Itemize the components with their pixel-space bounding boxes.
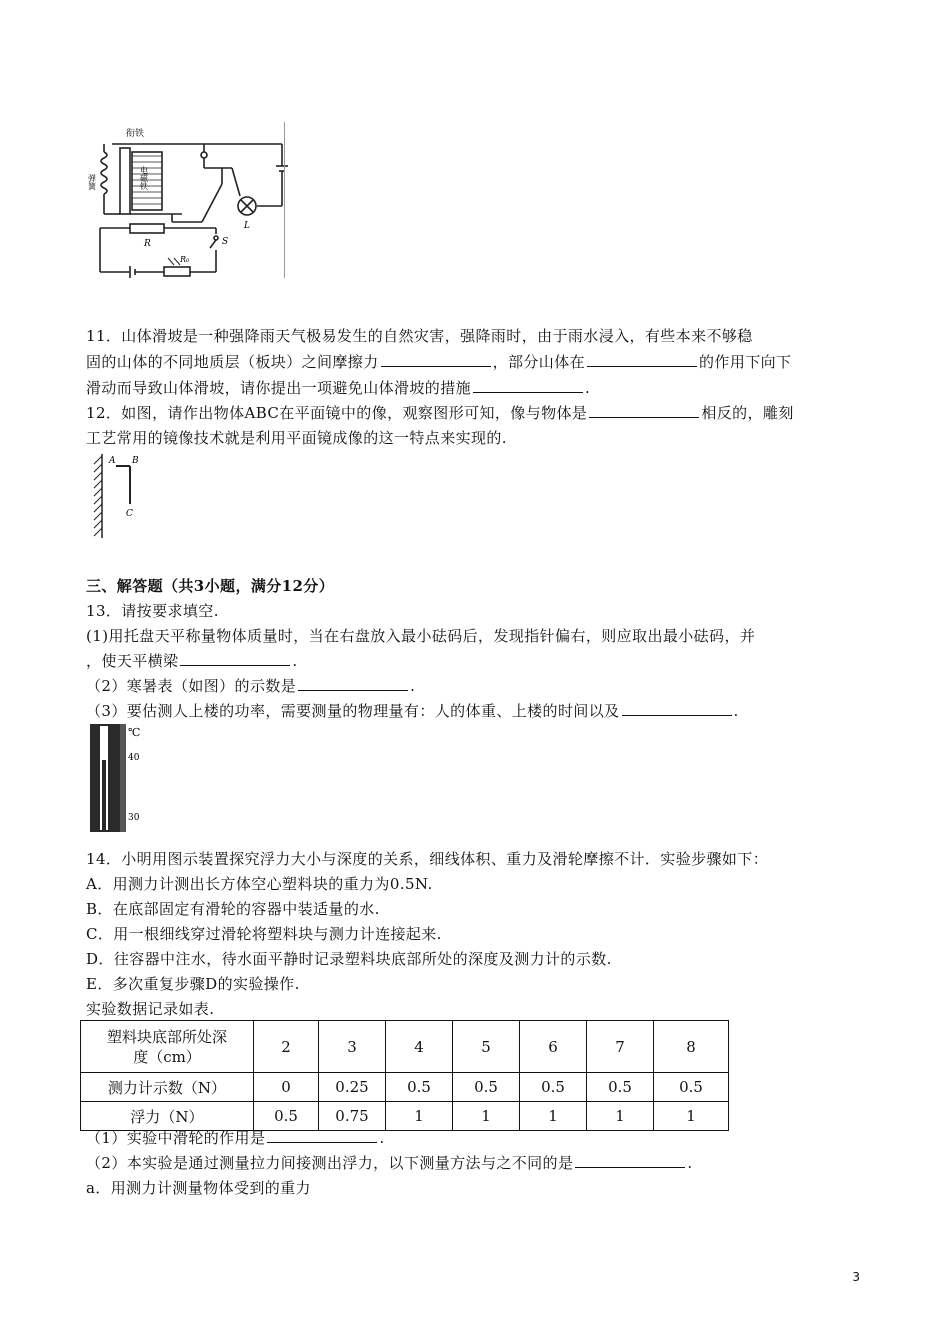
label-a: A — [109, 456, 116, 466]
q13-p1-line1: (1)用托盘天平称量物体质量时，当在右盘放入最小砝码后，发现指针偏右，则应取出最小砝码，并 — [86, 627, 756, 645]
blank-power-quantity[interactable] — [622, 701, 732, 716]
table-cell: 0.25 — [319, 1073, 386, 1102]
q13-p2: （2）寒暑表（如图）的示数是 . — [86, 677, 416, 695]
figure-border-line — [284, 122, 285, 278]
table-cell: 0.5 — [654, 1073, 729, 1102]
q14-step-c: C．用一根细线穿过滑轮将塑料块与测力计连接起来. — [86, 925, 442, 943]
data-table — [80, 1020, 729, 1131]
q11-line3: 滑动而导致山体滑坡，请你提出一项避免山体滑坡的措施 . — [86, 379, 591, 397]
table-cell: 5 — [453, 1021, 520, 1073]
label-c: C — [126, 509, 133, 519]
table-cell: 0.75 — [319, 1102, 386, 1131]
q12-line1: 12．如图，请作出物体ABC在平面镜中的像，观察图形可知，像与物体是 相反的，雕刻 — [86, 404, 794, 422]
q14-sub1: （1）实验中滑轮的作用是 . — [86, 1129, 385, 1147]
table-cell: 1 — [520, 1102, 587, 1131]
label-armature: 衔铁 — [126, 129, 145, 139]
table-cell: 0.5 — [386, 1073, 453, 1102]
table-cell: 0.5 — [254, 1102, 319, 1131]
table-header-buoyancy: 浮力（N） — [81, 1102, 254, 1131]
table-cell: 1 — [386, 1102, 453, 1131]
table-header-reading: 测力计示数（N） — [81, 1073, 254, 1102]
q14-step-e: E．多次重复步骤D的实验操作. — [86, 975, 300, 993]
table-cell: 3 — [319, 1021, 386, 1073]
q11-line2: 固的山体的不同地质层（板块）之间摩擦力 ，部分山体在 的作用下向下 — [86, 353, 792, 371]
q13-p3: （3）要估测人上楼的功率，需要测量的物理量有：人的体重、上楼的时间以及 . — [86, 702, 739, 720]
blank-measure[interactable] — [473, 378, 583, 393]
q13-p1-line2: ，使天平横梁 . — [86, 652, 298, 670]
blank-pulley-role[interactable] — [267, 1128, 377, 1143]
table-cell: 8 — [654, 1021, 729, 1073]
q14-sub2: （2）本实验是通过测量拉力间接测出浮力，以下测量方法与之不同的是 . — [86, 1154, 693, 1172]
blank-friction[interactable] — [381, 352, 491, 367]
page-number: 3 — [852, 1270, 860, 1284]
table-cell: 0.5 — [587, 1073, 654, 1102]
blank-thermometer[interactable] — [298, 676, 408, 691]
tick-30: 30 — [128, 813, 140, 823]
q14-stem: 14．小明用图示装置探究浮力大小与深度的关系，细线体积、重力及滑轮摩擦不计．实验步骤如下： — [86, 850, 769, 868]
table-cell: 0 — [254, 1073, 319, 1102]
label-r0: R₀ — [180, 255, 190, 264]
q14-record: 实验数据记录如表. — [86, 1000, 215, 1018]
q12-line2: 工艺常用的镜像技术就是利用平面镜成像的这一特点来实现的. — [86, 429, 507, 447]
unit-celsius: ℃ — [128, 726, 141, 739]
tick-40: 40 — [128, 753, 140, 763]
section3-heading: 三、解答题（共3小题，满分12分） — [86, 577, 335, 595]
label-b: B — [132, 456, 139, 466]
q14-step-a: A．用测力计测出长方体空心塑料块的重力为0.5N. — [86, 875, 433, 893]
blank-balance[interactable] — [180, 651, 290, 666]
table-row — [81, 1021, 729, 1073]
table-cell: 1 — [654, 1102, 729, 1131]
thermometer-figure — [88, 722, 154, 836]
label-spring: 弹簧 — [87, 174, 97, 190]
table-cell: 7 — [587, 1021, 654, 1073]
table-row — [81, 1073, 729, 1102]
blank-image-relation[interactable] — [589, 403, 699, 418]
label-l: L — [244, 221, 250, 231]
label-s: S — [222, 237, 229, 247]
q14-step-b: B．在底部固定有滑轮的容器中装适量的水. — [86, 900, 380, 918]
table-cell: 4 — [386, 1021, 453, 1073]
q11-line1: 11．山体滑坡是一种强降雨天气极易发生的自然灾害，强降雨时，由于雨水浸入，有些本来不够稳 — [86, 327, 753, 345]
label-electromagnet: 电磁铁 — [139, 166, 149, 190]
label-r: R — [144, 239, 151, 249]
blank-force[interactable] — [587, 352, 697, 367]
mirror-figure — [88, 450, 144, 542]
q14-option-a: a．用测力计测量物体受到的重力 — [86, 1179, 311, 1197]
table-cell: 6 — [520, 1021, 587, 1073]
table-cell: 1 — [587, 1102, 654, 1131]
table-cell: 0.5 — [453, 1073, 520, 1102]
q14-step-d: D．往容器中注水，待水面平静时记录塑料块底部所处的深度及测力计的示数. — [86, 950, 612, 968]
relay-circuit-figure — [87, 122, 292, 280]
table-cell: 2 — [254, 1021, 319, 1073]
table-cell: 1 — [453, 1102, 520, 1131]
table-row — [81, 1102, 729, 1131]
blank-method[interactable] — [575, 1153, 685, 1168]
table-cell: 0.5 — [520, 1073, 587, 1102]
table-header-depth: 塑料块底部所处深 度（cm） — [81, 1021, 254, 1073]
q13-stem: 13．请按要求填空. — [86, 602, 219, 620]
